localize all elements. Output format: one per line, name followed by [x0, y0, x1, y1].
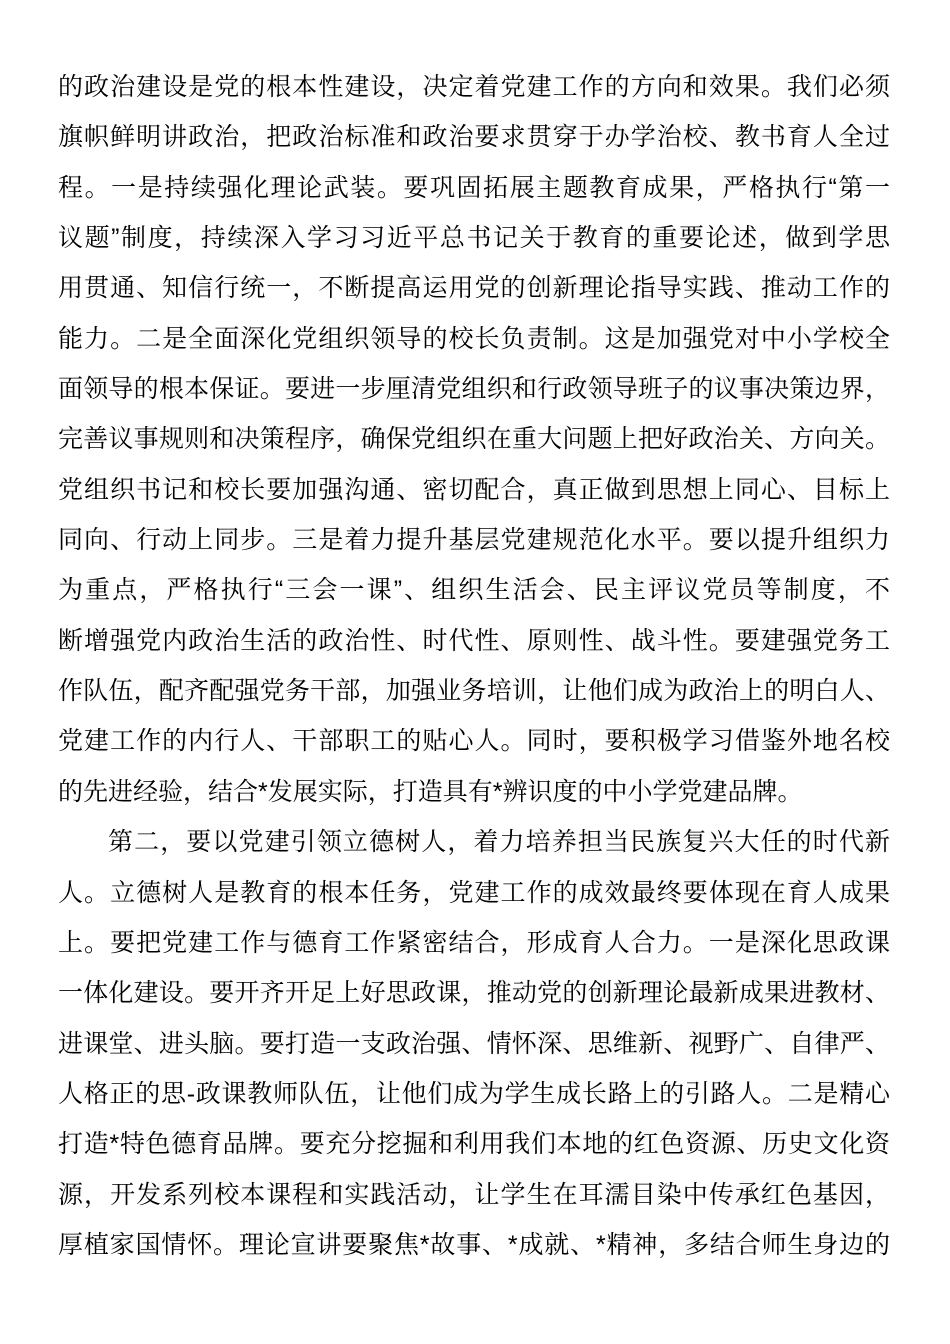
text-line: 一体化建设。要开齐开足上好思政课，推动党的创新理论最新成果进教材、 — [58, 979, 890, 1008]
text-line: 同向、行动上同步。三是着力提升基层党建规范化水平。要以提升组织力 — [58, 526, 890, 555]
text-line: 打造*特色德育品牌。要充分挖掘和利用我们本地的红色资源、历史文化资 — [58, 1130, 890, 1159]
text-line: 党建工作的内行人、干部职工的贴心人。同时，要积极学习借鉴外地名校 — [58, 727, 890, 756]
text-line: 的政治建设是党的根本性建设，决定着党建工作的方向和效果。我们必须 — [58, 73, 890, 101]
text-line: 完善议事规则和决策程序，确保党组织在重大问题上把好政治关、方向关。 — [58, 425, 890, 454]
document-body — [58, 62, 890, 1270]
text-line: 人格正的思-政课教师队伍，让他们成为学生成长路上的引路人。二是精心 — [58, 1079, 890, 1108]
text-line: 人。立德树人是教育的根本任务，党建工作的成效最终要体现在育人成果 — [58, 878, 890, 907]
text-line: 面领导的根本保证。要进一步厘清党组织和行政领导班子的议事决策边界， — [58, 375, 890, 404]
text-line: 进课堂、进头脑。要打造一支政治强、情怀深、思维新、视野广、自律严、 — [58, 1029, 890, 1058]
text-line: 程。一是持续强化理论武装。要巩固拓展主题教育成果，严格执行“第一 — [58, 173, 890, 202]
paragraph — [58, 817, 890, 1270]
text-line: 厚植家国情怀。理论宣讲要聚焦*故事、*成就、*精神，多结合师生身边的 — [58, 1230, 890, 1259]
paragraph — [58, 62, 890, 817]
text-line: 断增强党内政治生活的政治性、时代性、原则性、战斗性。要建强党务工 — [58, 626, 890, 655]
text-line: 为重点，严格执行“三会一课”、组织生活会、民主评议党员等制度，不 — [58, 576, 890, 605]
text-line: 第二，要以党建引领立德树人，着力培养担当民族复兴大任的时代新 — [108, 828, 890, 857]
text-line: 能力。二是全面深化党组织领导的校长负责制。这是加强党对中小学校全 — [58, 324, 890, 353]
text-line: 上。要把党建工作与德育工作紧密结合，形成育人合力。一是深化思政课 — [58, 928, 890, 957]
text-line: 党组织书记和校长要加强沟通、密切配合，真正做到思想上同心、目标上 — [58, 475, 890, 504]
text-line: 用贯通、知信行统一，不断提高运用党的创新理论指导实践、推动工作的 — [58, 274, 890, 303]
text-line: 旗帜鲜明讲政治，把政治标准和政治要求贯穿于办学治校、教书育人全过 — [58, 123, 890, 152]
text-line: 作队伍，配齐配强党务干部，加强业务培训，让他们成为政治上的明白人、 — [58, 677, 890, 706]
text-line: 议题”制度，持续深入学习习近平总书记关于教育的重要论述，做到学思 — [58, 224, 890, 253]
text-line: 源，开发系列校本课程和实践活动，让学生在耳濡目染中传承红色基因， — [58, 1180, 890, 1209]
text-line: 的先进经验，结合*发展实际，打造具有*辨识度的中小学党建品牌。 — [58, 777, 803, 806]
